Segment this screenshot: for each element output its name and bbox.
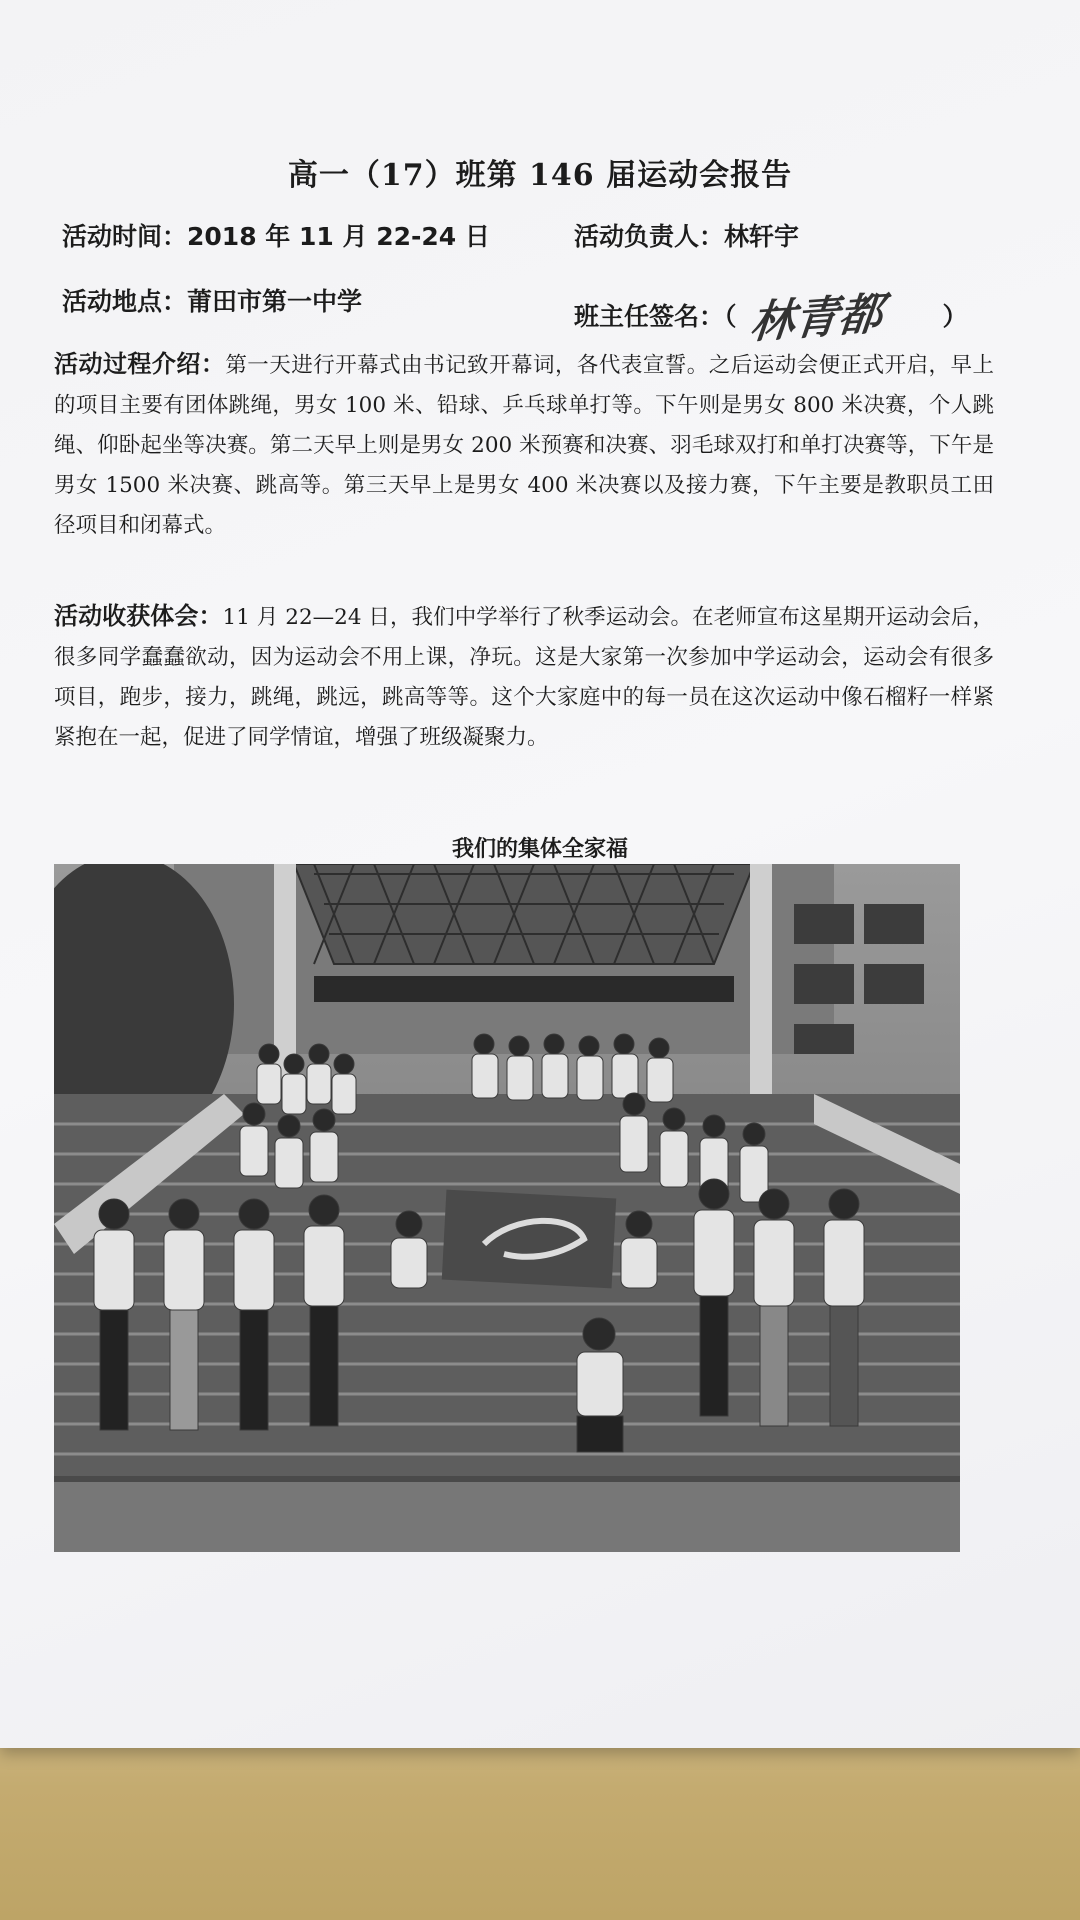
harvest-section [54,596,994,758]
activity-leader-value: 林轩宇 [724,222,800,251]
activity-time [62,217,490,253]
activity-place-label: 活动地点： [62,287,188,316]
teacher-signature-label: 班主任签名： [574,302,725,331]
activity-place [62,282,362,318]
process-section [54,344,994,546]
process-text: 第一天进行开幕式由书记致开幕词，各代表宣誓。之后运动会便正式开启，早上的项目主要有团体跳绳，男女 100 米、铅球、乒乓球单打等。下午则是男女 800 米决赛，个人跳绳、仰卧起坐等决赛。第二天早上则是男女 200 米预赛和决赛、羽毛球双打和单打决赛等，下午是男女 1500 米决赛、跳高等。第三天早上是男女 400 米决赛以及接力赛，下午主要是教职员工田径项目和闭幕式。 [54,353,994,538]
report-title: 高一（17）班第 146 届运动会报告 [287,158,793,193]
group-photo-icon [54,864,960,1552]
signature-close-paren: ） [942,302,968,331]
harvest-label: 活动收获体会： [54,602,223,630]
activity-time-value: 2018 年 11 月 22-24 日 [187,222,490,251]
activity-time-label: 活动时间： [62,222,188,251]
handwritten-signature: 林青都 [747,288,885,349]
photo-caption: 我们的集体全家福 [451,837,628,862]
teacher-signature-field [574,282,968,349]
activity-leader-label: 活动负责人： [574,222,725,251]
activity-place-value: 莆田市第一中学 [187,287,363,316]
signature-open-paren: （ [724,302,737,331]
group-photo [54,864,960,1552]
process-label: 活动过程介绍： [54,350,226,378]
activity-leader [574,217,799,253]
harvest-text: 11 月 22—24 日，我们中学举行了秋季运动会。在老师宣布这星期开运动会后，很多同学蠢蠢欲动，因为运动会不用上课，净玩。这是大家第一次参加中学运动会，运动会有很多项目，跑步，接力，跳绳，跳远，跳高等等。这个大家庭中的每一员在这次运动中像石榴籽一样紧紧抱在一起，促进了同学情谊，增强了班级凝聚力。 [54,605,994,750]
